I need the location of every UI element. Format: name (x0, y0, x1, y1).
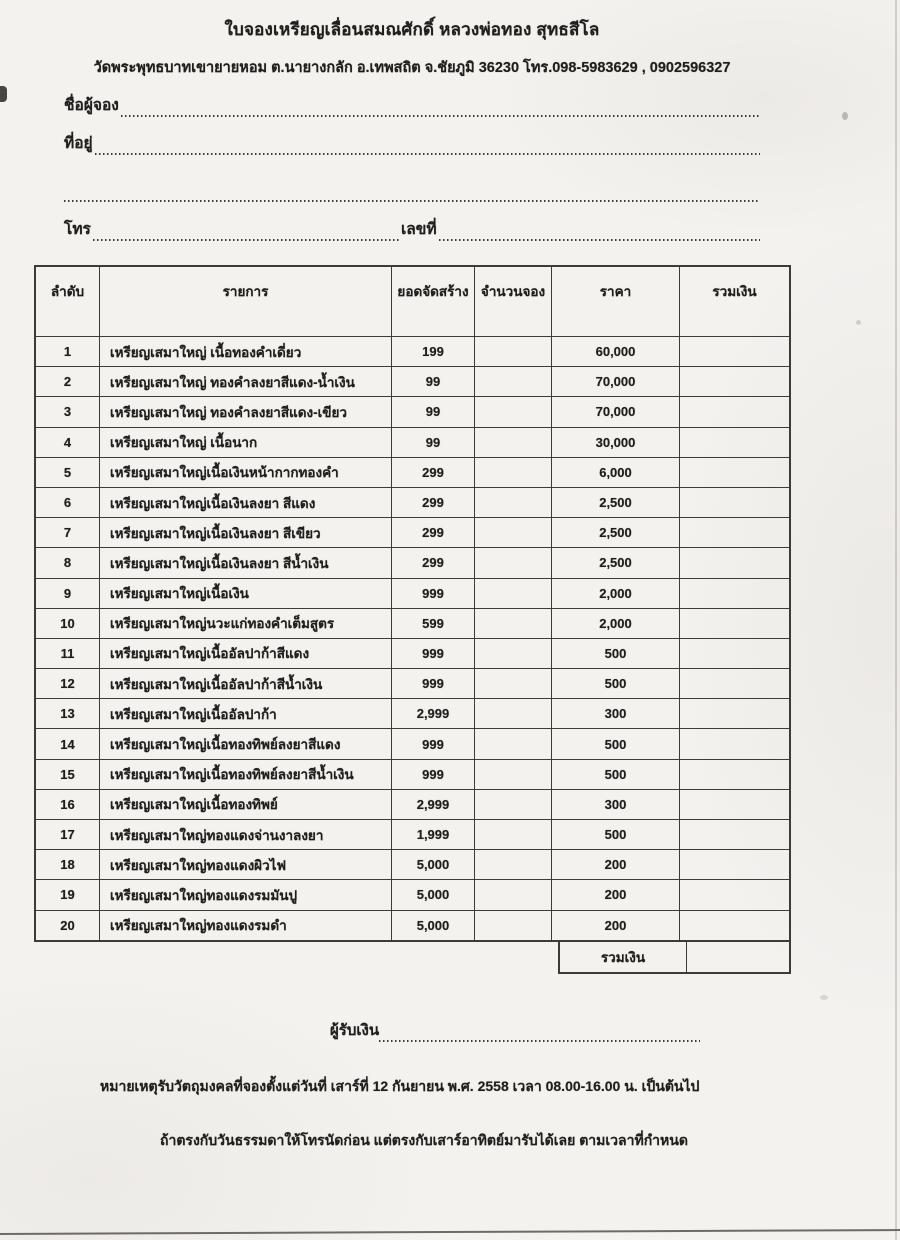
item-name: เหรียญเสมาใหญ่ ทองคำลงยาสีแดง-เขียว (100, 397, 392, 427)
quantity-made: 999 (392, 760, 475, 790)
item-name: เหรียญเสมาใหญ่เนื้อทองทิพย์ลงยาสีน้ำเงิน (100, 760, 392, 790)
table-header-row (36, 267, 789, 337)
order-quantity-cell (475, 790, 552, 820)
price: 500 (552, 760, 680, 790)
table-row (36, 579, 789, 609)
address-continuation-row (64, 179, 760, 202)
row-total-cell (680, 488, 789, 518)
table-row (36, 548, 789, 578)
price: 30,000 (552, 428, 680, 458)
row-total-cell (680, 548, 789, 578)
item-name: เหรียญเสมาใหญ่เนื้อเงินลงยา สีแดง (100, 488, 392, 518)
item-name: เหรียญเสมาใหญ่ ทองคำลงยาสีแดง-น้ำเงิน (100, 367, 392, 397)
grand-total-label: รวมเงิน (560, 942, 687, 972)
price: 500 (552, 669, 680, 699)
quantity-made: 999 (392, 729, 475, 759)
order-quantity-cell (475, 488, 552, 518)
order-quantity-cell (475, 639, 552, 669)
name-field-row (64, 94, 760, 117)
scan-artifact-speck (820, 995, 828, 1000)
item-name: เหรียญเสมาใหญ่เนื้อทองทิพย์ลงยาสีแดง (100, 729, 392, 759)
order-quantity-cell (475, 699, 552, 729)
table-row (36, 518, 789, 548)
row-number: 10 (36, 609, 100, 639)
row-number: 15 (36, 760, 100, 790)
table-row (36, 397, 789, 427)
row-number: 6 (36, 488, 100, 518)
table-row (36, 911, 789, 940)
quantity-made: 999 (392, 669, 475, 699)
order-quantity-cell (475, 850, 552, 880)
row-number: 4 (36, 428, 100, 458)
row-number: 20 (36, 911, 100, 940)
price: 2,000 (552, 579, 680, 609)
number-field-line (439, 225, 760, 241)
quantity-made: 99 (392, 367, 475, 397)
item-name: เหรียญเสมาใหญ่เนื้อเงินลงยา สีเขียว (100, 518, 392, 548)
scan-artifact-speck (856, 320, 861, 325)
row-number: 18 (36, 850, 100, 880)
table-body (36, 337, 789, 940)
order-quantity-cell (475, 820, 552, 850)
price: 200 (552, 880, 680, 910)
quantity-made: 2,999 (392, 699, 475, 729)
quantity-made: 299 (392, 488, 475, 518)
order-quantity-cell (475, 911, 552, 940)
order-quantity-cell (475, 337, 552, 367)
row-total-cell (680, 820, 789, 850)
quantity-made: 99 (392, 397, 475, 427)
order-quantity-cell (475, 367, 552, 397)
name-field-label: ชื่อผู้จอง (64, 97, 119, 114)
price: 2,000 (552, 609, 680, 639)
address-field-line (95, 139, 760, 155)
item-name: เหรียญเสมาใหญ่ทองแดงผิวไฟ (100, 850, 392, 880)
temple-address-line: วัดพระพุทธบาทเขายายหอม ต.นายางกลัก อ.เทพสถิต จ.ชัยภูมิ 36230 โทร.098-5983629 , 0902596327 (93, 60, 731, 76)
receiver-signature-line (379, 1026, 700, 1042)
row-total-cell (680, 609, 789, 639)
header-no: ลำดับ (36, 267, 100, 337)
order-quantity-cell (475, 548, 552, 578)
row-number: 2 (36, 367, 100, 397)
row-number: 7 (36, 518, 100, 548)
header-total: รวมเงิน (680, 267, 789, 337)
quantity-made: 299 (392, 458, 475, 488)
row-number: 8 (36, 548, 100, 578)
phone-field-line (93, 225, 399, 241)
row-number: 5 (36, 458, 100, 488)
order-quantity-cell (475, 609, 552, 639)
table-row (36, 729, 789, 759)
row-number: 13 (36, 699, 100, 729)
row-total-cell (680, 729, 789, 759)
scan-artifact-bottom-line (0, 1229, 900, 1235)
row-number: 16 (36, 790, 100, 820)
phone-field-label: โทร (64, 221, 91, 238)
item-name: เหรียญเสมาใหญ่เนื้อเงินลงยา สีน้ำเงิน (100, 548, 392, 578)
header-quantity-made: ยอดจัดสร้าง (392, 267, 475, 337)
order-table (34, 265, 791, 974)
order-quantity-cell (475, 397, 552, 427)
row-total-cell (680, 699, 789, 729)
table-row (36, 760, 789, 790)
item-name: เหรียญเสมาใหญ่เนื้อเงินหน้ากากทองคำ (100, 458, 392, 488)
quantity-made: 5,000 (392, 911, 475, 940)
row-total-cell (680, 639, 789, 669)
table-row (36, 820, 789, 850)
quantity-made: 299 (392, 518, 475, 548)
price: 500 (552, 729, 680, 759)
row-total-cell (680, 760, 789, 790)
form-title: ใบจองเหรียญเลื่อนสมณศักดิ์ หลวงพ่อทอง สุทธสีโล (224, 20, 600, 39)
price: 6,000 (552, 458, 680, 488)
quantity-made: 299 (392, 548, 475, 578)
row-number: 19 (36, 880, 100, 910)
table-row (36, 337, 789, 367)
grand-total-value-cell (687, 942, 789, 972)
item-name: เหรียญเสมาใหญ่ เนื้อนาก (100, 428, 392, 458)
row-total-cell (680, 669, 789, 699)
item-name: เหรียญเสมาใหญ่ทองแดงรมมันปู (100, 880, 392, 910)
address-continuation-line (64, 186, 760, 202)
price: 200 (552, 911, 680, 940)
quantity-made: 2,999 (392, 790, 475, 820)
header-item: รายการ (100, 267, 392, 337)
row-number: 9 (36, 579, 100, 609)
table-row (36, 699, 789, 729)
scan-artifact-speck (842, 112, 848, 120)
table-row (36, 850, 789, 880)
row-total-cell (680, 337, 789, 367)
price: 2,500 (552, 518, 680, 548)
row-total-cell (680, 428, 789, 458)
order-quantity-cell (475, 669, 552, 699)
price: 70,000 (552, 397, 680, 427)
row-total-cell (680, 880, 789, 910)
price: 300 (552, 790, 680, 820)
quantity-made: 1,999 (392, 820, 475, 850)
quantity-made: 5,000 (392, 880, 475, 910)
table-row (36, 458, 789, 488)
header-price: ราคา (552, 267, 680, 337)
phone-field-row (64, 218, 760, 241)
pickup-note: หมายเหตุรับวัตถุมงคลที่จองตั้งแต่วันที่ เสาร์ที่ 12 กันยายน พ.ศ. 2558 เวลา 08.00-16.00 น. เป็นต้นไป (100, 1077, 700, 1094)
table-row (36, 790, 789, 820)
price: 70,000 (552, 367, 680, 397)
row-total-cell (680, 579, 789, 609)
receiver-label: ผู้รับเงิน (330, 1021, 380, 1039)
item-name: เหรียญเสมาใหญ่เนื้อเงิน (100, 579, 392, 609)
row-number: 11 (36, 639, 100, 669)
row-number: 12 (36, 669, 100, 699)
row-total-cell (680, 850, 789, 880)
table-row (36, 488, 789, 518)
item-name: เหรียญเสมาใหญ่ทองแดงรมดำ (100, 911, 392, 940)
order-quantity-cell (475, 428, 552, 458)
receiver-signature-row (330, 1020, 700, 1042)
order-quantity-cell (475, 579, 552, 609)
order-quantity-cell (475, 518, 552, 548)
item-name: เหรียญเสมาใหญ่ เนื้อทองคำเดี่ยว (100, 337, 392, 367)
address-field-label: ที่อยู่ (64, 135, 93, 152)
table-row (36, 367, 789, 397)
appointment-note: ถ้าตรงกับวันธรรมดาให้โทรนัดก่อน แต่ตรงกับเสาร์อาทิตย์มารับได้เลย ตามเวลาที่กำหนด (160, 1131, 688, 1148)
table-row (36, 880, 789, 910)
item-name: เหรียญเสมาใหญ่เนื้ออัลปาก้าสีแดง (100, 639, 392, 669)
quantity-made: 999 (392, 639, 475, 669)
scan-artifact-blot (0, 86, 7, 102)
item-name: เหรียญเสมาใหญ่เนื้ออัลปาก้าสีน้ำเงิน (100, 669, 392, 699)
row-total-cell (680, 397, 789, 427)
price: 500 (552, 820, 680, 850)
grand-total-row (558, 942, 791, 974)
quantity-made: 999 (392, 579, 475, 609)
row-total-cell (680, 458, 789, 488)
row-number: 3 (36, 397, 100, 427)
price: 200 (552, 850, 680, 880)
order-quantity-cell (475, 729, 552, 759)
number-field-label: เลขที่ (400, 221, 437, 238)
item-name: เหรียญเสมาใหญ่ทองแดงจ่านงาลงยา (100, 820, 392, 850)
row-number: 14 (36, 729, 100, 759)
row-total-cell (680, 367, 789, 397)
row-number: 17 (36, 820, 100, 850)
order-quantity-cell (475, 760, 552, 790)
row-total-cell (680, 911, 789, 940)
price: 500 (552, 639, 680, 669)
price: 2,500 (552, 548, 680, 578)
quantity-made: 5,000 (392, 850, 475, 880)
address-field-row (64, 132, 760, 155)
header-order-quantity: จำนวนจอง (475, 267, 552, 337)
quantity-made: 99 (392, 428, 475, 458)
price: 300 (552, 699, 680, 729)
price: 60,000 (552, 337, 680, 367)
scan-artifact-right-edge (895, 0, 897, 1240)
item-name: เหรียญเสมาใหญ่เนื้อทองทิพย์ (100, 790, 392, 820)
row-total-cell (680, 790, 789, 820)
item-name: เหรียญเสมาใหญ่เนื้ออัลปาก้า (100, 699, 392, 729)
price: 2,500 (552, 488, 680, 518)
order-table-main (34, 265, 791, 942)
quantity-made: 199 (392, 337, 475, 367)
table-row (36, 639, 789, 669)
name-field-line (121, 101, 760, 117)
item-name: เหรียญเสมาใหญ่นวะแก่ทองคำเต็มสูตร (100, 609, 392, 639)
order-quantity-cell (475, 880, 552, 910)
quantity-made: 599 (392, 609, 475, 639)
order-quantity-cell (475, 458, 552, 488)
table-row (36, 428, 789, 458)
row-total-cell (680, 518, 789, 548)
row-number: 1 (36, 337, 100, 367)
table-row (36, 609, 789, 639)
table-row (36, 669, 789, 699)
